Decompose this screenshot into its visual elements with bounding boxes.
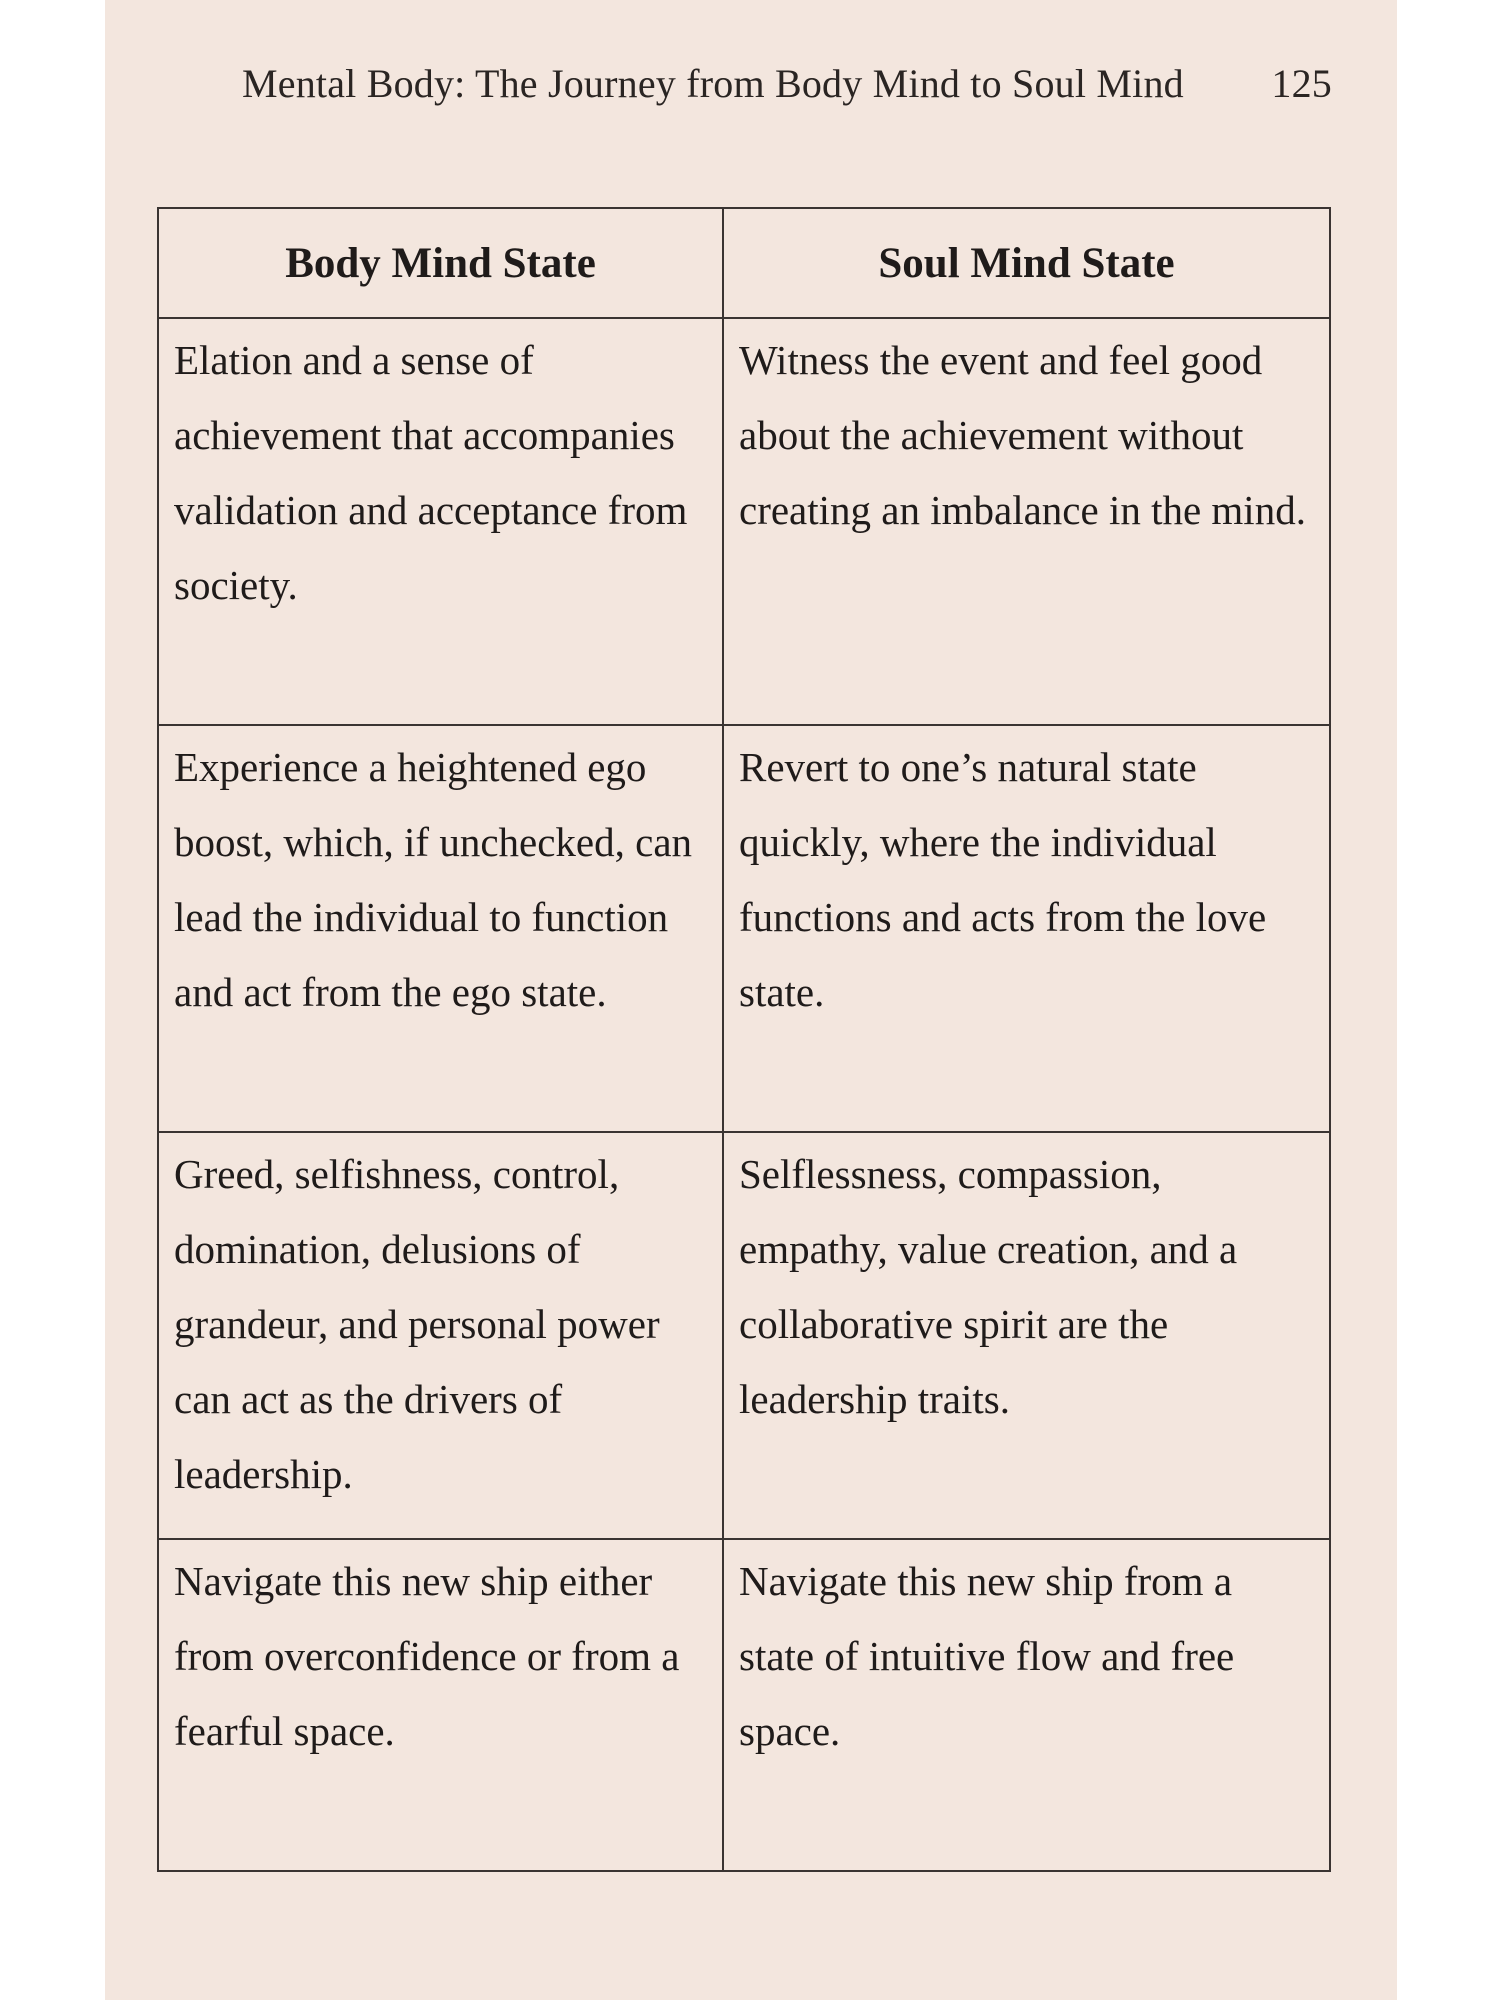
running-head xyxy=(242,60,1332,107)
header-body-mind-state: Body Mind State xyxy=(158,208,723,318)
body-mind-cell: Navigate this new ship either from overconfidence or from a fearful space. xyxy=(158,1539,723,1871)
soul-mind-cell: Revert to one’s natural state quickly, where the individual functions and acts from the love state. xyxy=(723,725,1330,1132)
soul-mind-cell: Navigate this new ship from a state of intuitive flow and free space. xyxy=(723,1539,1330,1871)
table-row xyxy=(158,725,1330,1132)
soul-mind-cell: Witness the event and feel good about the achievement without creating an imbalance in the mind. xyxy=(723,318,1330,725)
table-row xyxy=(158,1539,1330,1871)
body-mind-cell: Elation and a sense of achievement that accompanies validation and acceptance from society. xyxy=(158,318,723,725)
page-number: 125 xyxy=(1271,61,1332,106)
body-mind-cell: Experience a heightened ego boost, which, if unchecked, can lead the individual to function and act from the ego state. xyxy=(158,725,723,1132)
soul-mind-cell: Selflessness, compassion, empathy, value creation, and a collaborative spirit are the leadership traits. xyxy=(723,1132,1330,1539)
body-mind-cell: Greed, selfishness, control, domination, delusions of grandeur, and personal power can act as the drivers of leadership. xyxy=(158,1132,723,1539)
table-row xyxy=(158,318,1330,725)
comparison-table xyxy=(157,207,1331,1872)
table-row xyxy=(158,1132,1330,1539)
chapter-title: Mental Body: The Journey from Body Mind to Soul Mind xyxy=(242,61,1184,106)
table-header-row xyxy=(158,208,1330,318)
header-soul-mind-state: Soul Mind State xyxy=(723,208,1330,318)
